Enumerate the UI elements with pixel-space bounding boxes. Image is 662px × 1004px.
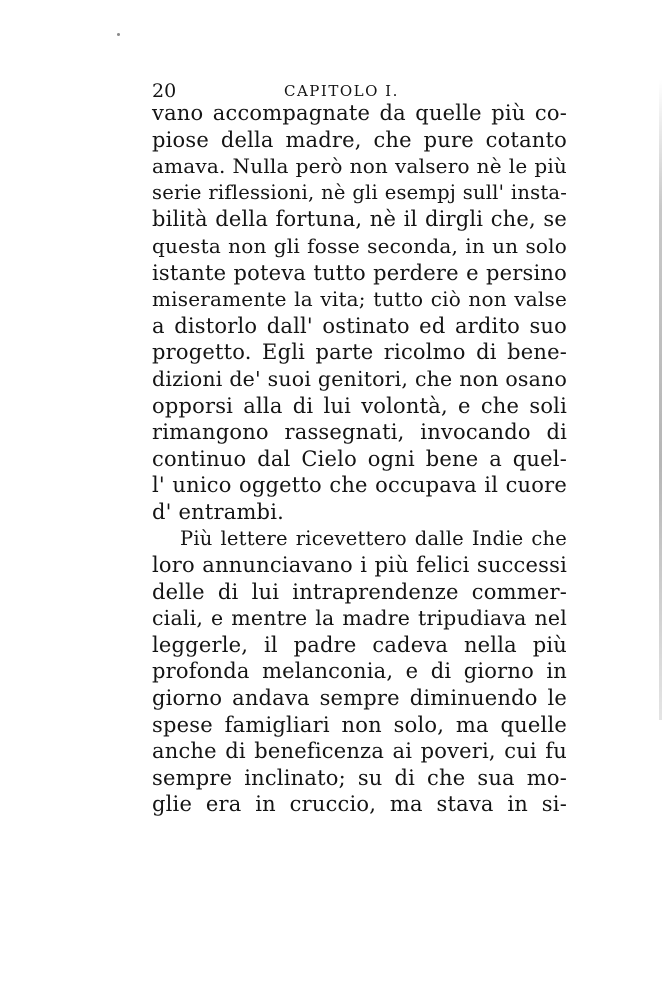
text-line: istante poteva tutto perdere e persino [152,260,567,285]
text-line: bilità della fortuna, nè il dirgli che, se [152,207,567,232]
text-line: questa non gli fosse seconda, in un solo [152,233,567,258]
page-number: 20 [152,80,177,102]
text-line: delle di lui intraprendenze commer- [152,579,567,604]
text-line: l' unico oggetto che occupava il cuore [152,473,567,498]
text-line: serie riflessioni, nè gli esempj sull' insta- [152,180,567,204]
text-line: spese famigliari non solo, ma quelle [152,712,567,737]
text-line: d' entrambi. [152,499,284,524]
text-line: loro annunciavano i più felici successi [152,553,567,578]
paragraph-2 [152,526,567,819]
text-line: rimangono rassegnati, invocando di [152,420,567,445]
body-text [152,100,567,818]
text-line: amava. Nulla però non valsero nè le più [152,154,567,179]
text-line: glie era in cruccio, ma stava in si- [152,792,567,817]
paper-speck [117,33,120,36]
text-line: miseramente la vita; tutto ciò non valse [152,287,567,312]
text-line: ciali, e mentre la madre tripudiava nel [152,606,567,631]
paragraph-1 [152,100,567,526]
text-line: progetto. Egli parte ricolmo di bene- [152,340,567,365]
text-line: a distorlo dall' ostinato ed ardito suo [152,313,567,338]
text-line: continuo dal Cielo ogni bene a quel- [152,446,567,471]
text-line: anche di beneficenza ai poveri, cui fu [152,739,567,764]
text-line: Più lettere ricevettero dalle Indie che [180,526,567,550]
text-line: opporsi alla di lui volontà, e che soli [152,393,567,418]
text-line: leggerle, il padre cadeva nella più [152,632,567,657]
text-line: dizioni de' suoi genitori, che non osano [152,366,567,391]
text-line: profonda melanconia, e di giorno in [152,659,567,684]
running-head: CAPITOLO I. [284,82,399,100]
text-line: giorno andava sempre diminuendo le [152,686,567,711]
text-line: piose della madre, che pure cotanto [152,127,567,152]
text-line: vano accompagnate da quelle più co- [152,101,567,125]
text-line: sempre inclinato; su di che sua mo- [152,765,567,790]
